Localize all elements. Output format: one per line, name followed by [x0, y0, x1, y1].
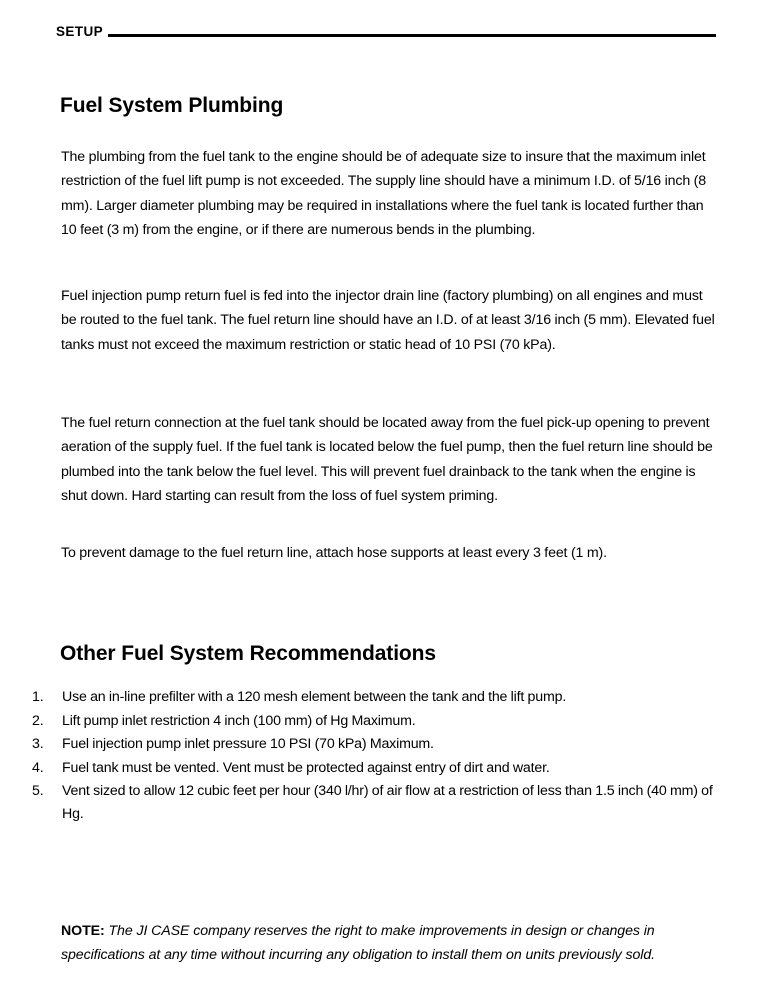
list-item-marker: 4.: [32, 759, 44, 776]
note-text: The JI CASE company reserves the right to make improvements in design or changes in specifications at any time without incurring any obligation to install them on units previously sold.: [61, 923, 655, 963]
header-rule: [108, 34, 716, 37]
running-header: [56, 20, 716, 44]
list-item: [30, 733, 720, 756]
paragraph-hose-supports: To prevent damage to the fuel return line, attach hose supports at least every 3 feet (1 m).: [61, 545, 607, 562]
list-item-marker: 5.: [32, 783, 44, 800]
list-item-marker: 2.: [32, 712, 44, 729]
section-heading-other-fuel-system-recommendations: Other Fuel System Recommendations: [60, 642, 436, 666]
note-block: [61, 920, 721, 967]
list-item: [30, 710, 720, 733]
paragraph-return-connection-location: The fuel return connection at the fuel tank should be located away from the fuel pick-up opening to prevent aeration of the supply fuel. If the fuel tank is located below the fuel pump, then the fuel return line should be plumbed into the tank below the fuel level. This will prevent fuel drainback to the tank when the engine is shut down. Hard starting can result from the loss of fuel system priming.: [61, 415, 713, 505]
list-item-text: Lift pump inlet restriction 4 inch (100 mm) of Hg Maximum.: [62, 712, 416, 729]
list-item-text: Fuel tank must be vented. Vent must be protected against entry of dirt and water.: [62, 759, 550, 776]
section-heading-fuel-system-plumbing: Fuel System Plumbing: [60, 94, 284, 118]
list-item: [30, 686, 720, 709]
list-item-text: Fuel injection pump inlet pressure 10 PSI (70 kPa) Maximum.: [62, 736, 434, 753]
paragraph-plumbing-sizing: The plumbing from the fuel tank to the engine should be of adequate size to insure that the maximum inlet restriction of the fuel lift pump is not exceeded. The supply line should have a minimum I.D. of 5/16 inch (8 mm). Larger diameter plumbing may be required in installations where the fuel tank is located further than 10 feet (3 m) from the engine, or if there are numerous bends in the plumbing.: [61, 149, 706, 239]
recommendations-list: [30, 686, 720, 827]
running-header-label: SETUP: [56, 23, 104, 39]
paragraph-return-fuel-routing: Fuel injection pump return fuel is fed into the injector drain line (factory plumbing) on all engines and must be routed to the fuel tank. The fuel return line should have an I.D. of at least 3/16 inch (5 mm). Elevated fuel tanks must not exceed the maximum restriction or static head of 10 PSI (70 kPa).: [61, 288, 715, 353]
list-item: [30, 780, 720, 825]
list-item-text: Use an in-line prefilter with a 120 mesh element between the tank and the lift pump.: [62, 689, 567, 705]
list-item-text: Vent sized to allow 12 cubic feet per hour (340 l/hr) of air flow at a restriction of less than 1.5 inch (40 mm) of Hg.: [62, 783, 713, 822]
note-label: NOTE:: [61, 923, 105, 940]
list-item-marker: 1.: [32, 689, 44, 705]
list-item-marker: 3.: [32, 736, 44, 753]
list-item: [30, 757, 720, 780]
